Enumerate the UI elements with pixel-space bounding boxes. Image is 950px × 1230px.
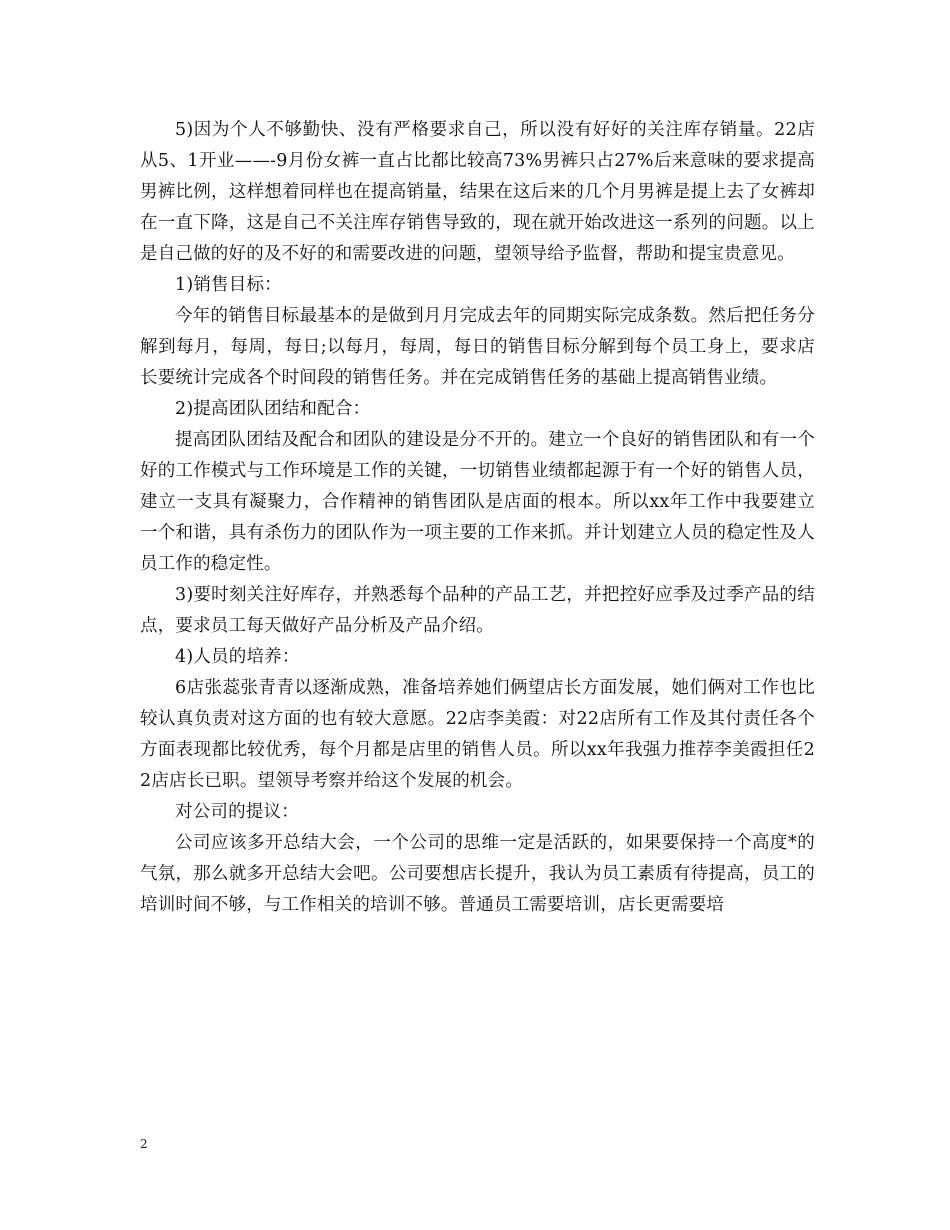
heading-team-unity: 2)提高团队团结和配合： xyxy=(175,399,371,419)
paragraph-team-unity: 提高团队团结及配合和团队的建设是分不开的。建立一个良好的销售团队和有一个好的工作模式与工作环境是工作的关键，一切销售业绩都起源于有一个好的销售人员，建立一支具有凝聚力，合作精神的销售团队是店面的根本。所以xx年工作中我要建立一个和谐，具有杀伤力的团队作为一项主要的工作来抓。并计划建立人员的稳定性及人员工作的稳定性。 xyxy=(140,430,815,574)
paragraph-company-suggestions: 公司应该多开总结大会，一个公司的思维一定是活跃的，如果要保持一个高度*的气氛，那么就多开总结大会吧。公司要想店长提升，我认为员工素质有待提高，员工的培训时间不够，与工作相关的培训不够。普通员工需要培训，店长更需要培 xyxy=(140,833,815,915)
heading-sales-target: 1)销售目标： xyxy=(175,275,282,295)
page-number: 2 xyxy=(140,1137,148,1151)
heading-staff-training: 4)人员的培养： xyxy=(175,647,300,667)
heading-company-suggestions: 对公司的提议： xyxy=(175,802,299,822)
paragraph-staff-training: 6店张蕊张青青以逐渐成熟，准备培养她们俩望店长方面发展，她们俩对工作也比较认真负责对这方面的也有较大意愿。22店李美霞：对22店所有工作及其付责任各个方面表现都比较优秀，每个月都是店里的销售人员。所以xx年我强力推荐李美霞担任22店店长已职。望领导考察并给这个发展的机会。 xyxy=(140,678,815,791)
paragraph-inventory: 3)要时刻关注好库存，并熟悉每个品种的产品工艺，并把控好应季及过季产品的结点，要求员工每天做好产品分析及产品介绍。 xyxy=(140,585,815,636)
document-body xyxy=(140,115,815,921)
paragraph-improvement-issues: 5)因为个人不够勤快、没有严格要求自己，所以没有好好的关注库存销量。22店从5、1开业——-9月份女裤一直占比都比较高73%男裤只占27%后来意味的要求提高男裤比例，这样想着同样也在提高销量，结果在这后来的几个月男裤是提上去了女裤却在一直下降，这是自己不关注库存销售导致的，现在就开始改进这一系列的问题。以上是自己做的好的及不好的和需要改进的问题，望领导给予监督，帮助和提宝贵意见。 xyxy=(140,120,815,264)
paragraph-sales-target: 今年的销售目标最基本的是做到月月完成去年的同期实际完成条数。然后把任务分解到每月，每周，每日;以每月，每周，每日的销售目标分解到每个员工身上，要求店长要统计完成各个时间段的销售任务。并在完成销售任务的基础上提高销售业绩。 xyxy=(140,306,815,388)
